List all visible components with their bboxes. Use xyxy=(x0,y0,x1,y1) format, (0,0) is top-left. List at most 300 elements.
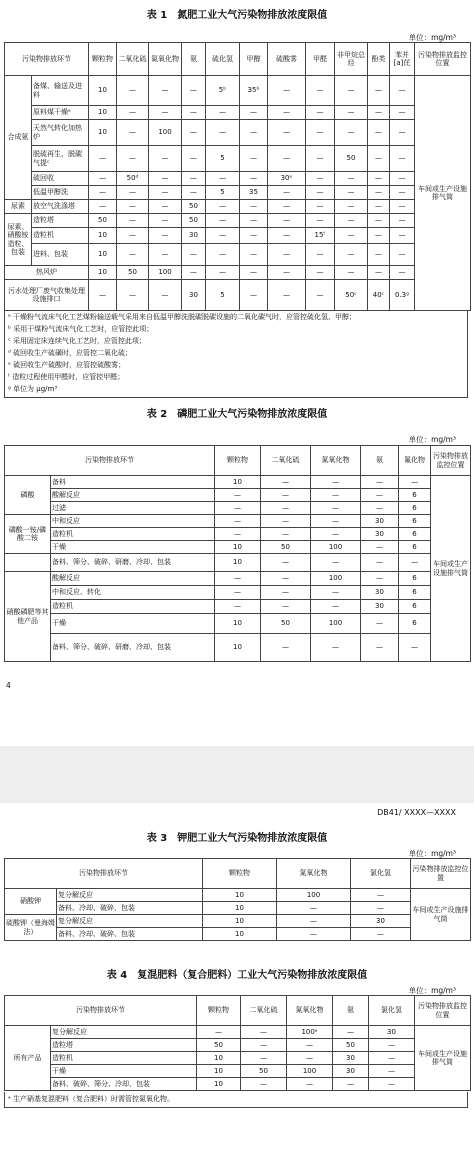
row-label: 酸解反应 xyxy=(51,489,215,502)
table-3 xyxy=(4,858,471,941)
cell: 30 xyxy=(182,228,206,244)
cell: — xyxy=(361,476,399,489)
cell: — xyxy=(206,172,240,186)
cell: — xyxy=(117,146,149,172)
note-g: ᵍ 单位为 μg/m³ xyxy=(8,385,58,393)
cell: — xyxy=(240,146,268,172)
cell: — xyxy=(306,76,335,106)
cell: 10 xyxy=(197,1065,241,1078)
cell: — xyxy=(117,186,149,200)
cell: — xyxy=(240,228,268,244)
table-1-title: 表 1 氮肥工业大气污染物排放浓度限值 xyxy=(146,10,328,21)
cell: — xyxy=(390,214,415,228)
t3-head-nox: 氮氧化物 xyxy=(277,859,351,889)
table-3-title: 表 3 钾肥工业大气污染物排放浓度限值 xyxy=(146,833,328,844)
row-label: 放空气洗涤塔 xyxy=(32,200,89,214)
table-row xyxy=(5,541,471,554)
cell: — xyxy=(361,554,399,572)
table-1-notes xyxy=(4,310,468,398)
cell: — xyxy=(369,1078,415,1091)
cell: — xyxy=(306,200,335,214)
cell: — xyxy=(117,120,149,146)
cell: — xyxy=(215,502,261,515)
table-row xyxy=(5,515,471,528)
t1-head-h2so4: 硫酸雾 xyxy=(268,43,306,76)
t1-group-urea-nitrate: 尿素、硝酸铵造粒、包装 xyxy=(5,214,32,266)
cell: 50ᶜ xyxy=(335,280,368,311)
cell: — xyxy=(306,106,335,120)
cell: — xyxy=(215,489,261,502)
table-4-unit: 单位：mg/m³ xyxy=(408,986,456,995)
cell: 50 xyxy=(261,614,311,634)
row-label: 天然气转化加热炉 xyxy=(32,120,89,146)
cell: — xyxy=(241,1026,287,1039)
t3-head-monitor: 污染物排放监控位置 xyxy=(411,859,471,889)
cell: — xyxy=(306,244,335,266)
cell: 30 xyxy=(333,1052,369,1065)
cell: — xyxy=(182,186,206,200)
cell: — xyxy=(335,172,368,186)
cell: — xyxy=(261,515,311,528)
cell: — xyxy=(399,554,431,572)
table-2 xyxy=(4,445,471,662)
cell: — xyxy=(241,1052,287,1065)
cell: — xyxy=(182,146,206,172)
cell: — xyxy=(306,280,335,311)
cell: — xyxy=(306,266,335,280)
table-row xyxy=(5,1065,471,1078)
row-label: 造粒机 xyxy=(51,528,215,541)
t1-group-wastewater: 污水处理厂废气收集处理设施排口 xyxy=(5,280,89,311)
table-row xyxy=(5,1026,471,1039)
cell: 100 xyxy=(287,1065,333,1078)
table-4-note xyxy=(4,1092,468,1108)
cell: — xyxy=(390,146,415,172)
row-label: 进料、包装 xyxy=(32,244,89,266)
cell: — xyxy=(277,928,351,941)
cell: — xyxy=(117,244,149,266)
cell: 50 xyxy=(89,214,117,228)
t1-head-nox: 氮氧化物 xyxy=(149,43,182,76)
cell: — xyxy=(268,120,306,146)
cell: 10 xyxy=(215,476,261,489)
row-label: 造粒机 xyxy=(51,600,215,614)
t2-head-nh3: 氨 xyxy=(361,446,399,476)
note-c: ᶜ 采用固定床连续气化工艺时，应管控此项； xyxy=(8,337,146,345)
cell: 100 xyxy=(149,266,182,280)
cell: — xyxy=(268,228,306,244)
note-e: ᵉ 硫回收生产硫酸时，应管控硫酸雾； xyxy=(8,361,126,369)
cell: — xyxy=(368,244,390,266)
cell: — xyxy=(215,515,261,528)
cell: — xyxy=(215,586,261,600)
cell: — xyxy=(149,172,182,186)
table-row xyxy=(5,266,471,280)
cell: — xyxy=(89,200,117,214)
table-row xyxy=(5,572,471,586)
cell: — xyxy=(361,572,399,586)
table-4-header-row xyxy=(5,996,471,1026)
t1-group-hot-air-furnace: 热风炉 xyxy=(5,266,89,280)
t1-monitor-location: 车间或生产设施排气筒 xyxy=(415,76,471,311)
t1-head-methanol: 甲醇 xyxy=(240,43,268,76)
cell: 0.3ᵍ xyxy=(390,280,415,311)
cell: — xyxy=(240,120,268,146)
t4-head-stage: 污染物排放环节 xyxy=(5,996,197,1026)
cell: — xyxy=(261,634,311,662)
table-row xyxy=(5,634,471,662)
cell: — xyxy=(306,186,335,200)
t3-group-potassium-sulfate: 硫酸钾（曼海姆法） xyxy=(5,915,57,941)
cell: 50 xyxy=(182,214,206,228)
cell: 5 xyxy=(206,186,240,200)
cell: 10 xyxy=(89,228,117,244)
t1-head-hcho: 甲醛 xyxy=(306,43,335,76)
cell: — xyxy=(117,214,149,228)
t4-head-nh3: 氨 xyxy=(333,996,369,1026)
cell: — xyxy=(215,528,261,541)
cell: — xyxy=(306,120,335,146)
table-row xyxy=(5,172,471,186)
cell: — xyxy=(311,528,361,541)
page-number: 4 xyxy=(6,681,11,690)
row-label: 干燥 xyxy=(51,541,215,554)
row-label: 备煤、输送及进料 xyxy=(32,76,89,106)
document-code: DB41/ XXXX—XXXX xyxy=(377,808,456,817)
cell: — xyxy=(261,476,311,489)
cell: 10 xyxy=(89,76,117,106)
cell: 10 xyxy=(203,915,277,928)
cell: — xyxy=(335,266,368,280)
cell: — xyxy=(240,244,268,266)
cell: — xyxy=(240,214,268,228)
cell: — xyxy=(261,586,311,600)
table-row xyxy=(5,228,471,244)
cell: 10 xyxy=(89,244,117,266)
note-a: ᵃ 干燥粉气流床气化工艺煤粉输送载气采用来自低温甲醇洗脱碳脱碳设施的二氧化碳气时，应管控硫化氢、甲醇； xyxy=(8,313,356,321)
t2-head-so2: 二氧化硫 xyxy=(261,446,311,476)
cell: — xyxy=(206,244,240,266)
cell: 30 xyxy=(182,280,206,311)
cell: — xyxy=(390,76,415,106)
note-a: ᵃ 生产硝基复混肥料（复合肥料）时需管控氮氧化物。 xyxy=(8,1095,174,1103)
table-row xyxy=(5,489,471,502)
table-row xyxy=(5,106,471,120)
cell: — xyxy=(182,266,206,280)
t1-head-stage: 污染物排放环节 xyxy=(5,43,89,76)
t2-head-fluoride: 氟化物 xyxy=(399,446,431,476)
row-label: 硫回收 xyxy=(32,172,89,186)
cell: — xyxy=(149,228,182,244)
table-row xyxy=(5,280,471,311)
cell: — xyxy=(197,1026,241,1039)
table-1-header-row xyxy=(5,43,471,76)
cell: — xyxy=(149,106,182,120)
cell: 50 xyxy=(261,541,311,554)
row-label: 备料、筛分、破碎、研磨、冷却、包装 xyxy=(51,554,215,572)
cell: — xyxy=(206,266,240,280)
table-row xyxy=(5,200,471,214)
table-row xyxy=(5,1078,471,1091)
cell: — xyxy=(368,186,390,200)
cell: — xyxy=(361,614,399,634)
cell: 6 xyxy=(399,528,431,541)
cell: 30 xyxy=(351,915,411,928)
row-label: 中和反应 xyxy=(51,515,215,528)
cell: — xyxy=(182,106,206,120)
cell: 10 xyxy=(215,614,261,634)
cell: — xyxy=(333,1026,369,1039)
table-row xyxy=(5,614,471,634)
cell: — xyxy=(335,106,368,120)
t1-head-pm: 颗粒物 xyxy=(89,43,117,76)
cell: — xyxy=(268,146,306,172)
cell: 10 xyxy=(89,266,117,280)
table-row xyxy=(5,214,471,228)
cell: — xyxy=(361,502,399,515)
cell: 5 xyxy=(206,146,240,172)
cell: — xyxy=(149,186,182,200)
cell: — xyxy=(206,106,240,120)
cell: 50 xyxy=(117,266,149,280)
page-2 xyxy=(0,803,474,1149)
t2-head-monitor: 污染物排放监控位置 xyxy=(431,446,471,476)
cell: — xyxy=(268,280,306,311)
cell: 50ᵈ xyxy=(117,172,149,186)
table-row xyxy=(5,586,471,600)
cell: — xyxy=(390,266,415,280)
row-label: 造粒塔 xyxy=(32,214,89,228)
cell: — xyxy=(117,228,149,244)
cell: — xyxy=(287,1078,333,1091)
cell: — xyxy=(306,146,335,172)
row-label: 备料、破碎、筛分、冷却、包装 xyxy=(51,1078,197,1091)
row-label: 原料煤干燥ᵃ xyxy=(32,106,89,120)
cell: 30 xyxy=(361,515,399,528)
cell: 50 xyxy=(197,1039,241,1052)
cell: — xyxy=(333,1078,369,1091)
cell: 30 xyxy=(361,528,399,541)
cell: — xyxy=(206,120,240,146)
cell: — xyxy=(215,600,261,614)
cell: 6 xyxy=(399,572,431,586)
t1-group-urea: 尿素 xyxy=(5,200,32,214)
cell: 100 xyxy=(311,572,361,586)
table-3-unit: 单位：mg/m³ xyxy=(408,849,456,858)
cell: — xyxy=(390,172,415,186)
t3-monitor-location: 车间或生产设施排气筒 xyxy=(411,889,471,941)
table-3-header-row xyxy=(5,859,471,889)
cell: — xyxy=(390,244,415,266)
cell: 10 xyxy=(89,106,117,120)
row-label: 中和反应、转化 xyxy=(51,586,215,600)
t4-head-hcl: 氯化氢 xyxy=(369,996,415,1026)
row-label: 干燥 xyxy=(51,614,215,634)
table-row xyxy=(5,600,471,614)
cell: — xyxy=(215,572,261,586)
table-1 xyxy=(4,42,471,311)
cell: 6 xyxy=(399,614,431,634)
note-f: ᶠ 造粒过程使用甲醛时，应管控甲醛； xyxy=(8,373,125,381)
cell: — xyxy=(311,489,361,502)
cell: 30 xyxy=(333,1065,369,1078)
table-row xyxy=(5,502,471,515)
cell: — xyxy=(335,214,368,228)
cell: 10 xyxy=(203,928,277,941)
cell: 5ᵇ xyxy=(206,76,240,106)
cell: — xyxy=(335,186,368,200)
t2-group-nitrophosphate: 硝酸磷肥等其他产品 xyxy=(5,572,51,662)
cell: — xyxy=(149,146,182,172)
cell: 50 xyxy=(182,200,206,214)
cell: — xyxy=(261,489,311,502)
cell: — xyxy=(399,634,431,662)
cell: — xyxy=(335,228,368,244)
cell: — xyxy=(369,1052,415,1065)
cell: — xyxy=(149,200,182,214)
table-row xyxy=(5,528,471,541)
cell: — xyxy=(361,634,399,662)
t3-head-hcl: 氯化氢 xyxy=(351,859,411,889)
t4-head-monitor: 污染物排放监控位置 xyxy=(415,996,471,1026)
cell: 10 xyxy=(197,1078,241,1091)
cell: 30 xyxy=(369,1026,415,1039)
cell: — xyxy=(368,266,390,280)
cell: — xyxy=(261,554,311,572)
t1-group-synthetic-ammonia: 合成氨 xyxy=(5,76,32,200)
cell: — xyxy=(390,200,415,214)
cell: — xyxy=(277,902,351,915)
cell: 10 xyxy=(215,554,261,572)
t1-head-nmhc: 非甲烷总烃 xyxy=(335,43,368,76)
t2-group-phosphoric-acid: 磷酸 xyxy=(5,476,51,515)
cell: 35ᵇ xyxy=(240,76,268,106)
cell: 40ᶜ xyxy=(368,280,390,311)
table-row xyxy=(5,120,471,146)
cell: — xyxy=(117,76,149,106)
row-label: 过滤 xyxy=(51,502,215,515)
cell: — xyxy=(206,228,240,244)
cell: 30 xyxy=(361,600,399,614)
cell: — xyxy=(240,200,268,214)
cell: — xyxy=(240,172,268,186)
cell: — xyxy=(311,515,361,528)
cell: — xyxy=(268,186,306,200)
row-label: 复分解反应 xyxy=(51,1026,197,1039)
cell: 5 xyxy=(206,280,240,311)
cell: — xyxy=(335,200,368,214)
cell: 100ᵃ xyxy=(287,1026,333,1039)
cell: — xyxy=(149,280,182,311)
t3-group-potassium-nitrate: 硝酸钾 xyxy=(5,889,57,915)
cell: 15ᶠ xyxy=(306,228,335,244)
table-4 xyxy=(4,995,471,1091)
cell: — xyxy=(368,228,390,244)
cell: 6 xyxy=(399,502,431,515)
t2-head-nox: 氮氧化物 xyxy=(311,446,361,476)
cell: — xyxy=(368,214,390,228)
cell: 50 xyxy=(335,146,368,172)
row-label: 备料 xyxy=(51,476,215,489)
table-row xyxy=(5,928,471,941)
table-row xyxy=(5,186,471,200)
cell: — xyxy=(335,244,368,266)
cell: — xyxy=(368,200,390,214)
t4-group-all-products: 所有产品 xyxy=(5,1026,51,1091)
note-b: ᵇ 采用干煤粉气流床气化工艺时，应管控此项； xyxy=(8,325,154,333)
t2-head-stage: 污染物排放环节 xyxy=(5,446,215,476)
t2-monitor-location: 车间或生产设施排气筒 xyxy=(431,476,471,662)
cell: — xyxy=(390,106,415,120)
cell: — xyxy=(117,106,149,120)
cell: — xyxy=(368,120,390,146)
cell: — xyxy=(182,244,206,266)
t3-head-pm: 颗粒物 xyxy=(203,859,277,889)
cell: — xyxy=(268,244,306,266)
row-label: 造粒塔 xyxy=(51,1039,197,1052)
cell: — xyxy=(369,1065,415,1078)
cell: 10 xyxy=(215,541,261,554)
cell: 30 xyxy=(361,586,399,600)
cell: — xyxy=(311,476,361,489)
row-label: 脱硫再生、脱碳气提ᶜ xyxy=(32,146,89,172)
row-label: 备料、冷却、破碎、包装 xyxy=(57,902,203,915)
row-label: 造粒机 xyxy=(32,228,89,244)
table-row xyxy=(5,554,471,572)
row-label: 干燥 xyxy=(51,1065,197,1078)
note-d: ᵈ 硫回收生产硫磺时，应管控二氧化硫； xyxy=(8,349,133,357)
table-2-title: 表 2 磷肥工业大气污染物排放浓度限值 xyxy=(146,409,328,420)
cell: — xyxy=(390,186,415,200)
cell: — xyxy=(368,172,390,186)
table-row xyxy=(5,1052,471,1065)
cell: — xyxy=(268,106,306,120)
row-label: 低温甲醇洗 xyxy=(32,186,89,200)
cell: 100 xyxy=(311,614,361,634)
cell: 10 xyxy=(203,889,277,902)
t1-head-phenol: 酚类 xyxy=(368,43,390,76)
cell: — xyxy=(261,572,311,586)
row-label: 酸解反应 xyxy=(51,572,215,586)
table-row xyxy=(5,889,471,902)
cell: — xyxy=(351,902,411,915)
t4-head-pm: 颗粒物 xyxy=(197,996,241,1026)
cell: 10 xyxy=(215,634,261,662)
table-4-title: 表 4 复混肥料（复合肥料）工业大气污染物排放浓度限值 xyxy=(106,970,368,981)
cell: — xyxy=(311,586,361,600)
t2-group-ammonium-phosphate: 磷酸一铵/磷酸二铵 xyxy=(5,515,51,554)
row-label: 造粒机 xyxy=(51,1052,197,1065)
cell: 6 xyxy=(399,586,431,600)
cell: 10 xyxy=(197,1052,241,1065)
cell: — xyxy=(261,502,311,515)
t4-head-so2: 二氧化硫 xyxy=(241,996,287,1026)
cell: — xyxy=(311,634,361,662)
t1-head-so2: 二氧化硫 xyxy=(117,43,149,76)
cell: — xyxy=(287,1039,333,1052)
cell: — xyxy=(89,172,117,186)
cell: — xyxy=(182,172,206,186)
cell: — xyxy=(306,172,335,186)
cell: — xyxy=(182,76,206,106)
cell: — xyxy=(368,146,390,172)
cell: — xyxy=(390,228,415,244)
cell: — xyxy=(268,214,306,228)
cell: — xyxy=(89,186,117,200)
cell: — xyxy=(287,1052,333,1065)
cell: 100 xyxy=(277,889,351,902)
cell: — xyxy=(206,214,240,228)
